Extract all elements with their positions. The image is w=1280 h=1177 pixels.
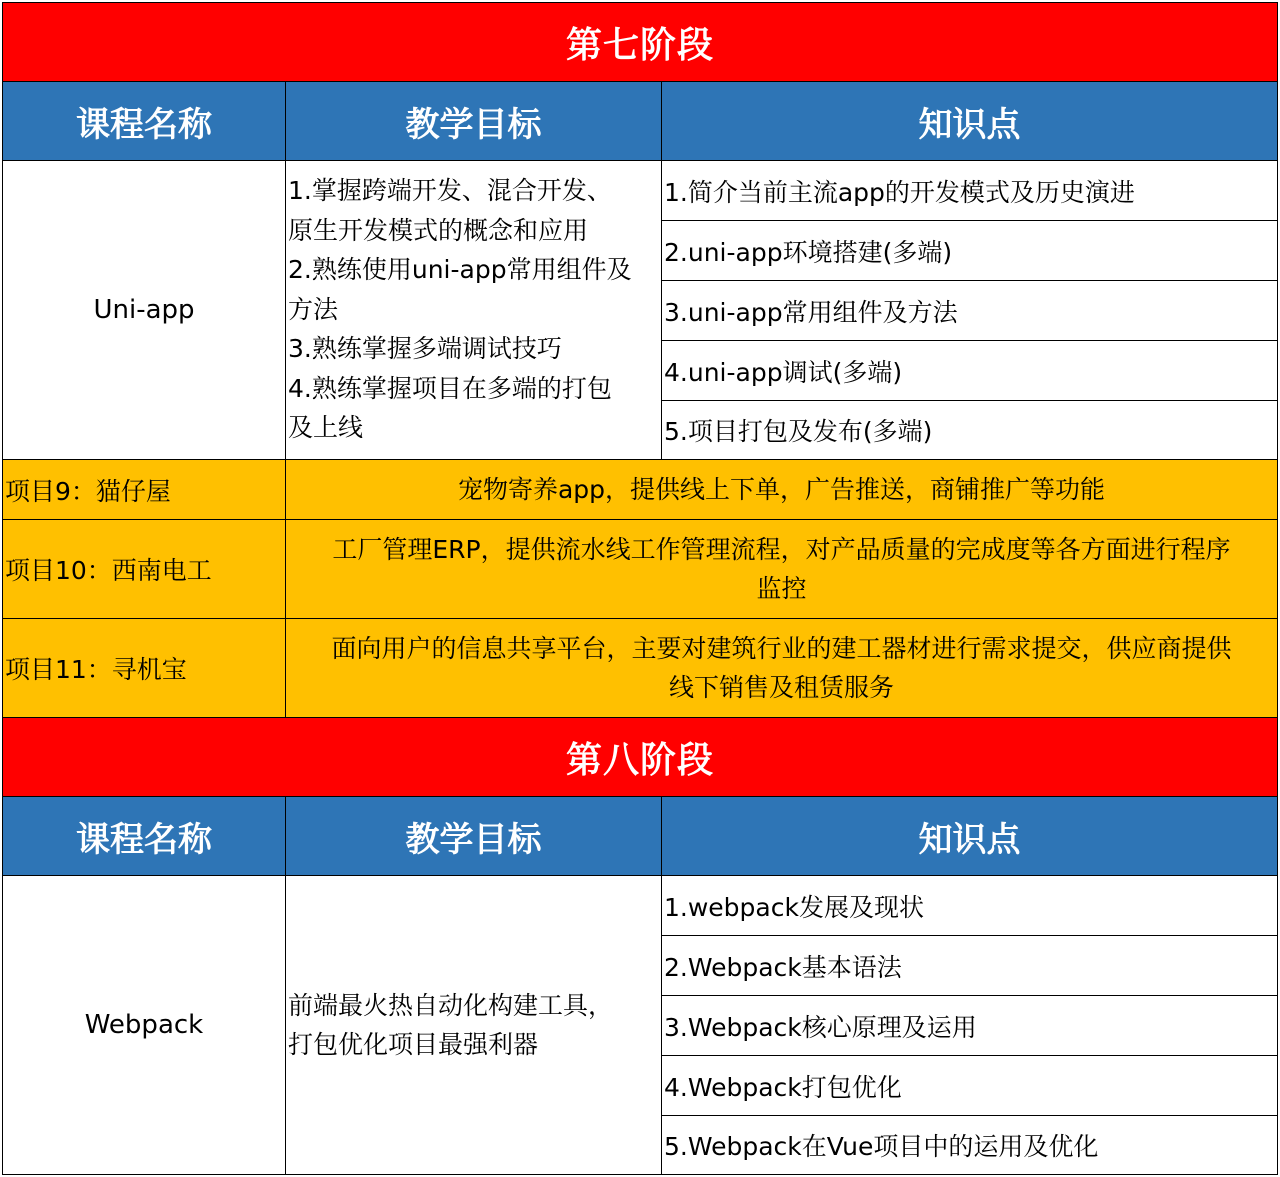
stage7-header-goal: 教学目标 [285,81,662,161]
project-description [285,618,1278,718]
goal-line: 方法 [288,294,339,324]
stage7-point: 1.简介当前主流app的开发模式及历史演进 [661,160,1278,221]
stage8-title: 第八阶段 [2,717,1278,797]
stage8-header-goal: 教学目标 [285,796,662,876]
stage8-header-points: 知识点 [661,796,1278,876]
project-description-line: 监控 [756,574,807,603]
project-description-line: 宠物寄养app，提供线上下单，广告推送，商铺推广等功能 [457,475,1106,504]
stage8-point: 5.Webpack在Vue项目中的运用及优化 [661,1115,1278,1175]
project-name: 项目10：西南电工 [2,519,286,619]
stage8-point: 4.Webpack打包优化 [661,1055,1278,1116]
stage7-title: 第七阶段 [2,2,1278,82]
goal-line: 3.熟练掌握多端调试技巧 [288,334,562,363]
project-description [285,519,1278,619]
goal-line: 4.熟练掌握项目在多端的打包 [288,373,612,403]
project-description-line: 面向用户的信息共享平台，主要对建筑行业的建工器材进行需求提交，供应商提供 [331,634,1232,663]
stage8-point: 2.Webpack基本语法 [661,935,1278,996]
goal-line: 1.掌握跨端开发、混合开发、 [288,176,612,205]
stage8-goal [285,875,662,1175]
stage7-point: 4.uni-app调试(多端) [661,340,1278,401]
goal-line: 2.熟练使用uni-app常用组件及 [288,255,632,284]
stage7-course-name: Uni-app [2,160,286,460]
goal-line: 前端最火热自动化构建工具， [288,990,614,1020]
stage8-point: 1.webpack发展及现状 [661,875,1278,936]
stage7-point: 5.项目打包及发布(多端) [661,400,1278,460]
stage8-point: 3.Webpack核心原理及运用 [661,995,1278,1056]
stage7-header-points: 知识点 [661,81,1278,161]
stage7-header-course: 课程名称 [2,81,286,161]
project-description-line: 线下销售及租赁服务 [668,673,894,702]
goal-line: 及上线 [288,413,364,442]
stage8-course-name: Webpack [2,875,286,1175]
stage8-header-course: 课程名称 [2,796,286,876]
project-name: 项目11：寻机宝 [2,618,286,718]
project-description [285,459,1278,520]
project-name: 项目9：猫仔屋 [2,459,286,520]
stage7-goal [285,160,662,460]
stage7-point: 3.uni-app常用组件及方法 [661,280,1278,341]
project-description-line: 工厂管理ERP，提供流水线工作管理流程，对产品质量的完成度等各方面进行程序 [332,535,1231,564]
stage7-point: 2.uni-app环境搭建(多端) [661,220,1278,281]
goal-line: 原生开发模式的概念和应用 [288,215,589,245]
goal-line: 打包优化项目最强利器 [288,1030,539,1059]
